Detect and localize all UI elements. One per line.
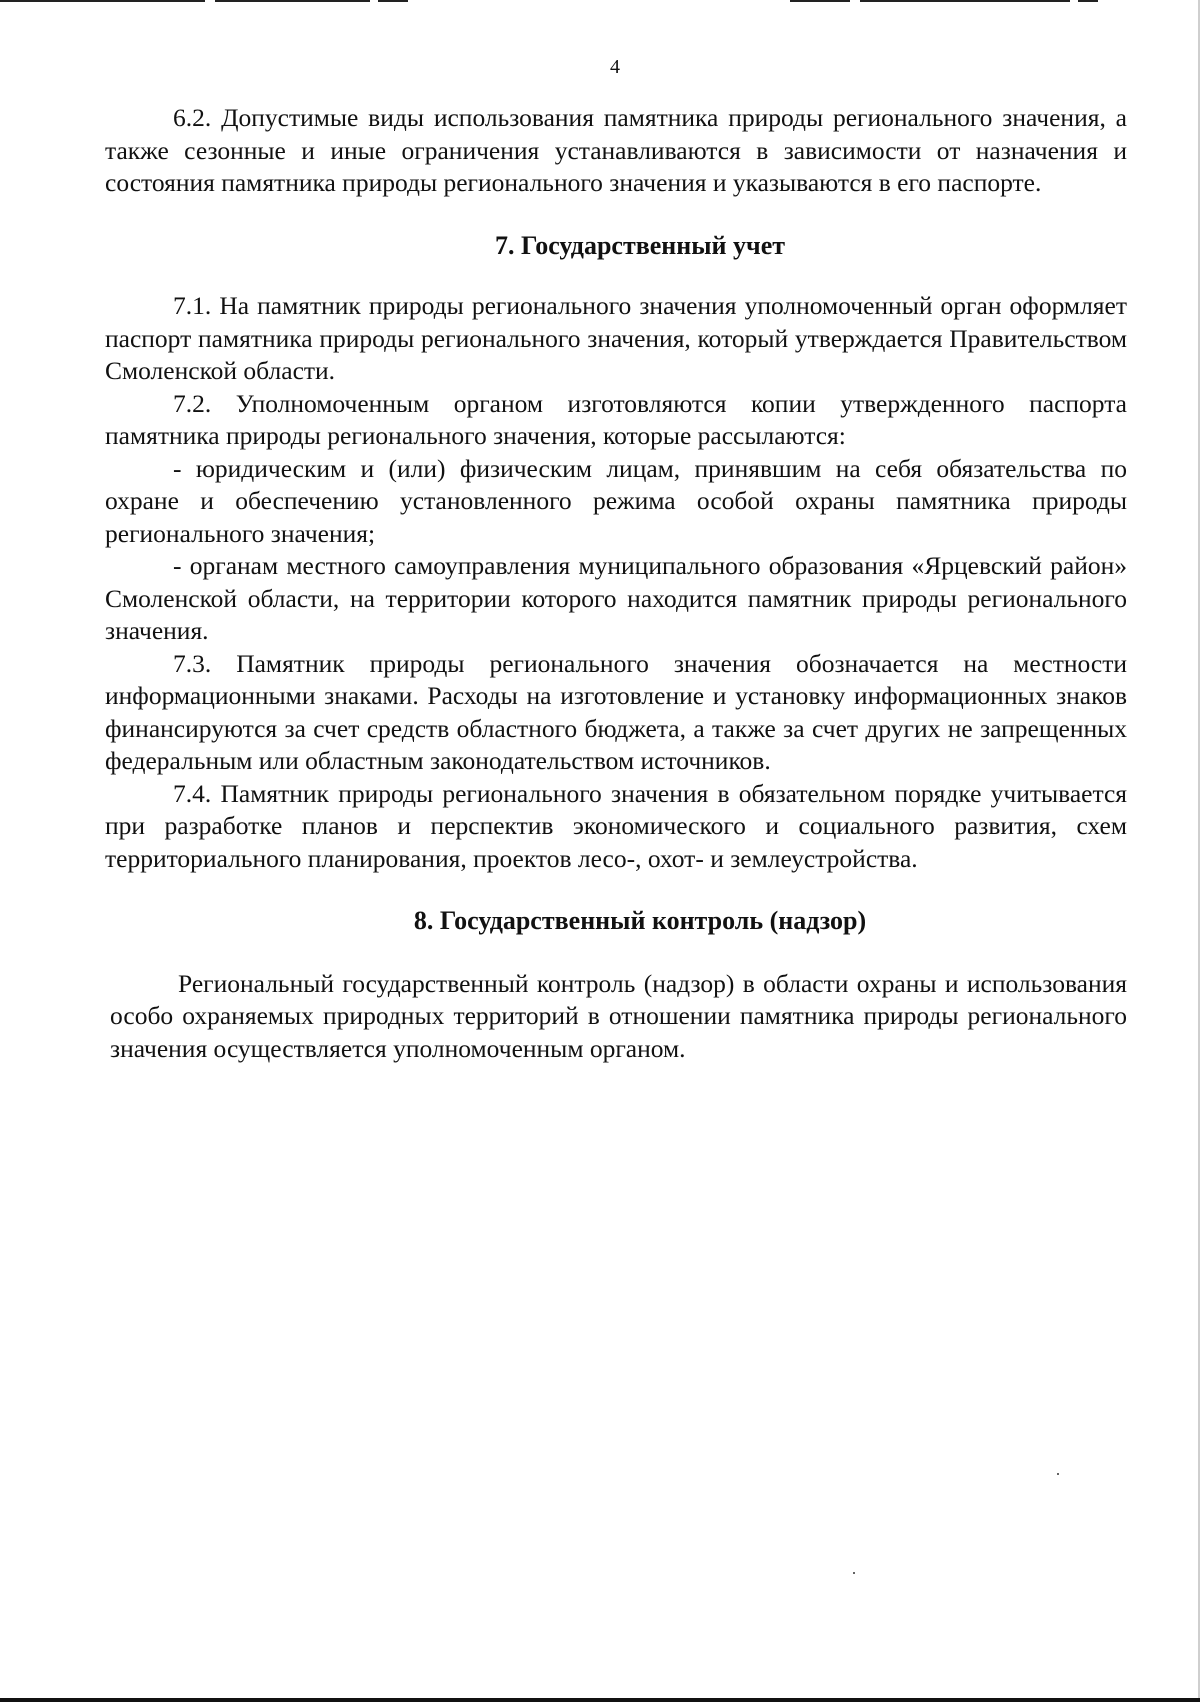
paragraph-7-3: 7.3. Памятник природы регионального значения обозначается на местности информационными знаками. Расходы на изготовление и установку информационных знаков финансируются за счет средств областного бюджета, а также за счет других не запрещенных федеральным или областным законодательством источников.: [105, 648, 1127, 775]
paragraph-7-2-item-b: - органам местного самоуправления муниципального образования «Ярцевский район» Смоленской области, на территории которого находится памятник природы регионального значения.: [105, 551, 1127, 645]
scan-top-edge: [0, 0, 1200, 6]
paragraph-8: Региональный государственный контроль (надзор) в области охраны и использования особо охраняемых природных территорий в отношении памятника природы регионального значения осуществляется уполномоченным органом.: [110, 968, 1127, 1063]
scan-speck: [1057, 1473, 1059, 1475]
page-number: 4: [610, 56, 620, 78]
document-body: [105, 102, 1127, 1065]
paragraph-7-2: 7.2. Уполномоченным органом изготовляются копии утвержденного паспорта памятника природы регионального значения, которые рассылаются:: [105, 388, 1127, 450]
paragraph-7-2-item-a: - юридическим и (или) физическим лицам, принявшим на себя обязательства по охране и обеспечению установленного режима особой охраны памятника природы регионального значения;: [105, 453, 1127, 548]
scan-speck: [853, 1572, 855, 1574]
paragraph-6-2: 6.2. Допустимые виды использования памятника природы регионального значения, а также сезонные и иные ограничения устанавливаются в зависимости от назначения и состояния памятника природы регионального значения и указываются в его паспорте.: [105, 103, 1127, 197]
paragraph-7-4: 7.4. Памятник природы регионального значения в обязательном порядке учитывается при разработке планов и перспектив экономического и социального развития, схем территориального планирования, проектов лесо-, охот- и землеустройства.: [105, 778, 1127, 873]
heading-section-7: 7. Государственный учет: [494, 230, 786, 260]
scan-bottom-edge: [0, 1698, 1200, 1702]
paragraph-7-1: 7.1. На памятник природы регионального значения уполномоченный орган оформляет паспорт памятника природы регионального значения, который утверждается Правительством Смоленской области.: [105, 291, 1127, 385]
section-8-body: [105, 968, 1127, 1066]
heading-section-8: 8. Государственный контроль (надзор): [413, 906, 867, 935]
